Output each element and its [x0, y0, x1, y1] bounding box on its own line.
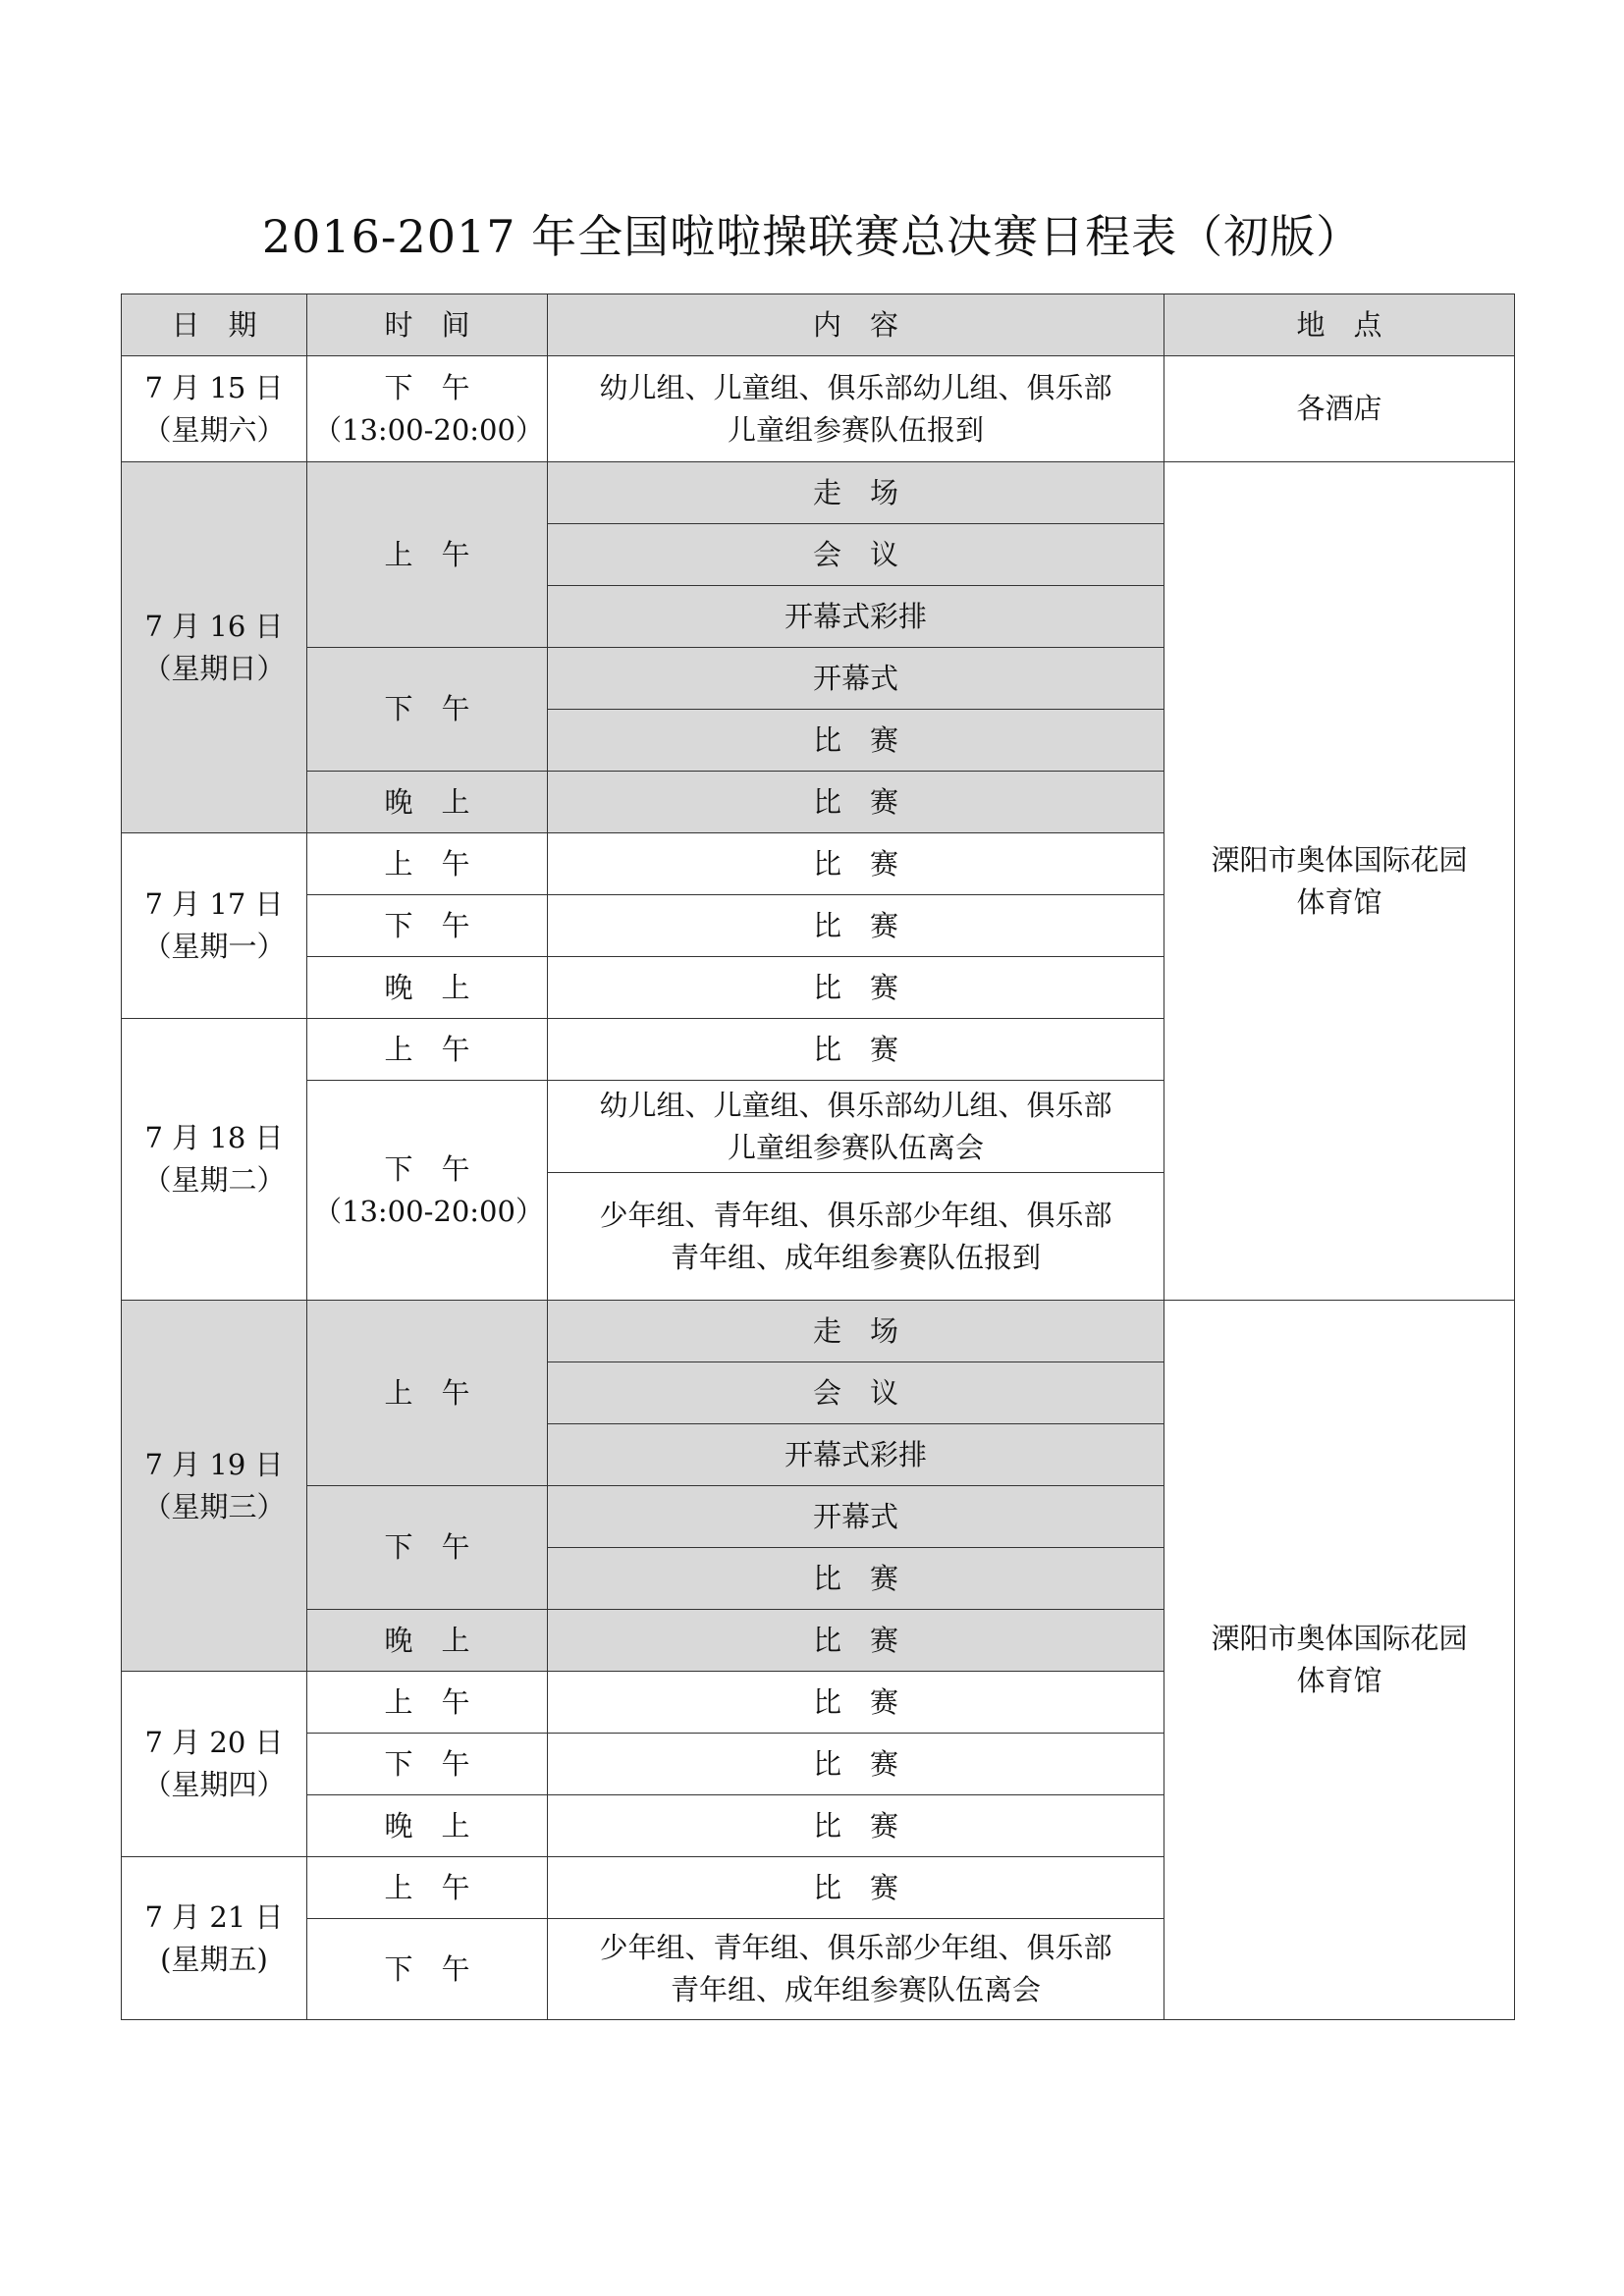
content-cell: 开幕式 — [548, 648, 1164, 710]
time-cell: 下 午 — [307, 1734, 548, 1795]
content-cell: 比 赛 — [548, 772, 1164, 833]
time-cell: 下 午 （13:00-20:00） — [307, 1081, 548, 1301]
content-cell: 比 赛 — [548, 895, 1164, 957]
content-cell: 比 赛 — [548, 833, 1164, 895]
time-cell: 上 午 — [307, 1301, 548, 1486]
time-cell: 下 午 — [307, 648, 548, 772]
time-cell: 上 午 — [307, 833, 548, 895]
place-cell: 溧阳市奥体国际花园 体育馆 — [1164, 1301, 1515, 2020]
content-cell: 比 赛 — [548, 1610, 1164, 1672]
time-cell: 下 午 — [307, 1486, 548, 1610]
table-row — [122, 462, 1515, 524]
content-cell: 会 议 — [548, 1362, 1164, 1424]
page-title: 2016-2017 年全国啦啦操联赛总决赛日程表（初版） — [261, 210, 1363, 263]
date-cell: 7 月 16 日 （星期日） — [122, 462, 307, 833]
date-cell: 7 月 18 日 （星期二） — [122, 1019, 307, 1301]
time-cell: 晚 上 — [307, 1795, 548, 1857]
content-cell: 走 场 — [548, 1301, 1164, 1362]
content-cell: 比 赛 — [548, 957, 1164, 1019]
place-cell: 各酒店 — [1164, 356, 1515, 462]
content-cell: 少年组、青年组、俱乐部少年组、俱乐部 青年组、成年组参赛队伍离会 — [548, 1919, 1164, 2020]
content-cell: 比 赛 — [548, 1795, 1164, 1857]
header-row — [122, 294, 1515, 356]
date-cell: 7 月 19 日 （星期三） — [122, 1301, 307, 1672]
time-cell: 下 午 （13:00-20:00） — [307, 356, 548, 462]
header-content: 内 容 — [548, 294, 1164, 356]
content-cell: 幼儿组、儿童组、俱乐部幼儿组、俱乐部 儿童组参赛队伍报到 — [548, 356, 1164, 462]
content-cell: 开幕式彩排 — [548, 586, 1164, 648]
time-cell: 上 午 — [307, 462, 548, 648]
content-cell: 会 议 — [548, 524, 1164, 586]
header-date: 日 期 — [122, 294, 307, 356]
date-cell: 7 月 15 日 （星期六） — [122, 356, 307, 462]
content-cell: 开幕式 — [548, 1486, 1164, 1548]
time-cell: 晚 上 — [307, 772, 548, 833]
content-cell: 比 赛 — [548, 1672, 1164, 1734]
content-cell: 少年组、青年组、俱乐部少年组、俱乐部 青年组、成年组参赛队伍报到 — [548, 1173, 1164, 1301]
content-cell: 幼儿组、儿童组、俱乐部幼儿组、俱乐部 儿童组参赛队伍离会 — [548, 1081, 1164, 1173]
time-cell: 下 午 — [307, 1919, 548, 2020]
time-cell: 上 午 — [307, 1672, 548, 1734]
content-cell: 比 赛 — [548, 1734, 1164, 1795]
time-cell: 上 午 — [307, 1857, 548, 1919]
header-place: 地 点 — [1164, 294, 1515, 356]
date-cell: 7 月 20 日 （星期四） — [122, 1672, 307, 1857]
table-row — [122, 1301, 1515, 1362]
schedule-table — [121, 294, 1515, 2020]
content-cell: 走 场 — [548, 462, 1164, 524]
table-row — [122, 356, 1515, 462]
content-cell: 比 赛 — [548, 1857, 1164, 1919]
time-cell: 晚 上 — [307, 1610, 548, 1672]
content-cell: 比 赛 — [548, 1019, 1164, 1081]
content-cell: 开幕式彩排 — [548, 1424, 1164, 1486]
header-time: 时 间 — [307, 294, 548, 356]
time-cell: 晚 上 — [307, 957, 548, 1019]
content-cell: 比 赛 — [548, 710, 1164, 772]
time-cell: 下 午 — [307, 895, 548, 957]
date-cell: 7 月 17 日 （星期一） — [122, 833, 307, 1019]
place-cell: 溧阳市奥体国际花园 体育馆 — [1164, 462, 1515, 1301]
date-cell: 7 月 21 日 (星期五) — [122, 1857, 307, 2020]
time-cell: 上 午 — [307, 1019, 548, 1081]
content-cell: 比 赛 — [548, 1548, 1164, 1610]
